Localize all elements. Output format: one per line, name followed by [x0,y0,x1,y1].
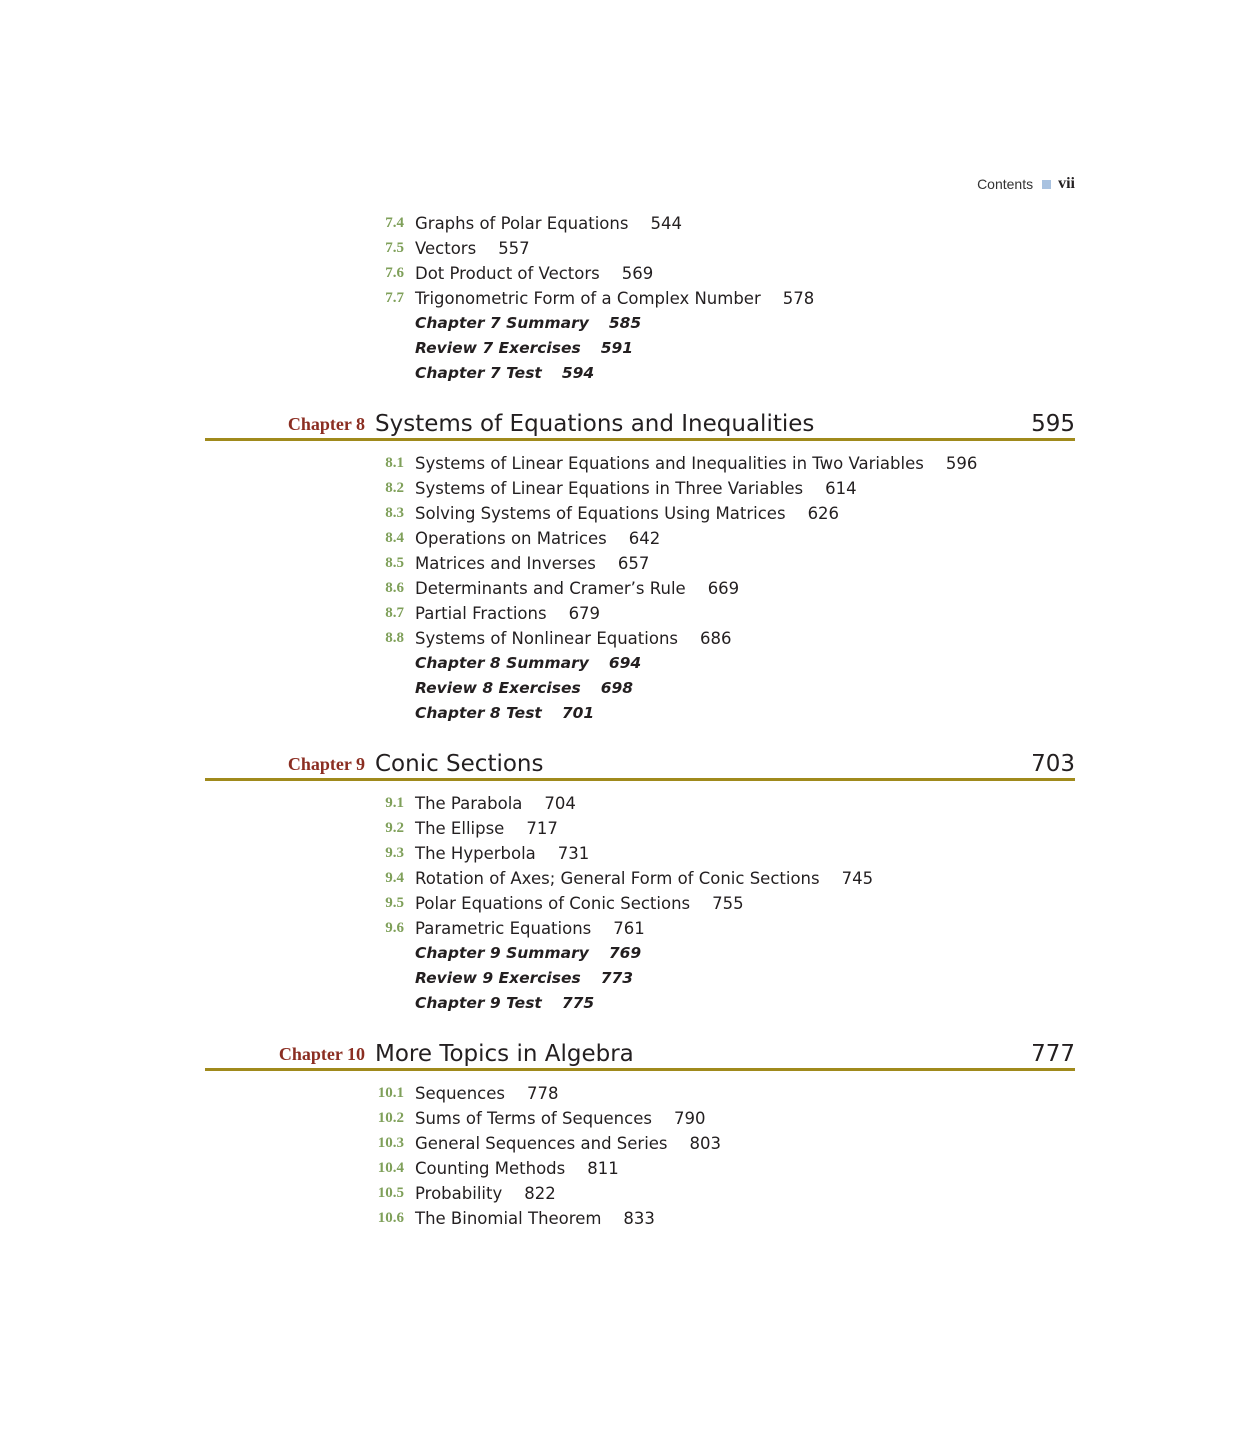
extra-page: 585 [608,314,642,332]
extra-title: Chapter 7 Test 594 [415,364,595,382]
section-page: 569 [621,264,654,283]
toc-block-chapter-9 [0,791,1250,1016]
section-title: The Ellipse 717 [415,819,558,838]
section-number: 10.5 [377,1185,404,1201]
chapter-page: 777 [1031,1041,1075,1067]
section-title: Rotation of Axes; General Form of Conic Sections 745 [415,869,874,888]
section-page: 811 [587,1159,619,1178]
toc-entry[interactable] [0,451,1250,476]
chapter-heading-10[interactable] [205,1028,1075,1071]
section-page: 679 [568,604,601,623]
section-title: Solving Systems of Equations Using Matrices 626 [415,504,840,523]
toc-entry[interactable] [0,211,1250,236]
section-page: 626 [807,504,840,523]
toc-extra-entry[interactable] [0,311,1250,336]
extra-title: Review 8 Exercises 698 [415,679,634,697]
extra-title: Chapter 8 Summary 694 [415,654,642,672]
chapter-heading-8[interactable] [205,398,1075,441]
section-number: 9.1 [385,795,404,811]
chapter-title: Systems of Equations and Inequalities [375,411,815,437]
section-title: General Sequences and Series 803 [415,1134,722,1153]
chapter-title: Conic Sections [375,751,544,777]
toc-entry[interactable] [0,866,1250,891]
section-page: 669 [707,579,740,598]
extra-page: 773 [600,969,634,987]
toc-entry[interactable] [0,891,1250,916]
chapter-label: Chapter 10 [278,1044,365,1064]
section-page: 755 [712,894,744,913]
chapter-label: Chapter 8 [287,414,365,434]
extra-page: 698 [600,679,634,697]
extra-page: 775 [561,994,595,1012]
toc-entry[interactable] [0,236,1250,261]
section-title: Determinants and Cramer’s Rule 669 [415,579,740,598]
section-page: 822 [524,1184,556,1203]
extra-title: Chapter 8 Test 701 [415,704,595,722]
section-page: 745 [841,869,874,888]
extra-page: 694 [608,654,642,672]
section-number: 8.7 [385,605,404,621]
section-number: 9.2 [385,820,404,836]
section-page: 833 [623,1209,655,1228]
toc-block-chapter-8 [0,451,1250,726]
section-title: Counting Methods 811 [415,1159,619,1178]
section-number: 7.7 [385,290,404,306]
toc-block-chapter-7 [0,211,1250,386]
section-number: 10.3 [377,1135,404,1151]
toc-entry[interactable] [0,1156,1250,1181]
toc-entry[interactable] [0,1106,1250,1131]
section-title: The Binomial Theorem 833 [415,1209,655,1228]
section-number: 9.5 [385,895,404,911]
section-title: Parametric Equations 761 [415,919,645,938]
section-number: 8.6 [385,580,404,596]
toc-entry[interactable] [0,1206,1250,1231]
toc-extra-entry[interactable] [0,701,1250,726]
section-title: Probability 822 [415,1184,556,1203]
section-number: 10.6 [377,1210,404,1226]
toc-entry[interactable] [0,1181,1250,1206]
chapter-page: 703 [1031,751,1075,777]
section-number: 8.4 [385,530,404,546]
chapter-page: 595 [1031,411,1075,437]
section-number: 10.1 [377,1085,404,1101]
extra-title: Review 7 Exercises 591 [415,339,634,357]
section-page: 803 [689,1134,722,1153]
section-page: 557 [498,239,530,258]
toc-entry[interactable] [0,816,1250,841]
section-number: 8.8 [385,630,404,646]
section-number: 8.1 [385,455,404,471]
toc-extra-entry[interactable] [0,336,1250,361]
toc-entry[interactable] [0,1081,1250,1106]
section-number: 7.4 [385,215,404,231]
section-page: 657 [617,554,650,573]
section-title: Matrices and Inverses 657 [415,554,650,573]
section-page: 761 [613,919,645,938]
section-title: The Parabola 704 [415,794,576,813]
section-number: 10.2 [377,1110,404,1126]
toc-block-chapter-10 [0,1081,1250,1231]
section-number: 9.3 [385,845,404,861]
section-title: Systems of Nonlinear Equations 686 [415,629,732,648]
section-number: 8.3 [385,505,404,521]
running-head-section: Contents [977,176,1034,192]
section-title: Sums of Terms of Sequences 790 [415,1109,706,1128]
section-page: 731 [557,844,590,863]
section-number: 10.4 [377,1160,404,1176]
section-page: 778 [527,1084,559,1103]
section-number: 7.5 [385,240,404,256]
chapter-title: More Topics in Algebra [375,1041,634,1067]
section-number: 7.6 [385,265,404,281]
section-page: 717 [526,819,558,838]
toc-extra-entry[interactable] [0,676,1250,701]
toc-entry[interactable] [0,526,1250,551]
section-page: 704 [544,794,576,813]
section-title: Graphs of Polar Equations 544 [415,214,682,233]
section-title: Operations on Matrices 642 [415,529,661,548]
section-page: 790 [673,1109,706,1128]
section-title: Vectors 557 [415,239,530,258]
chapter-label: Chapter 9 [287,754,365,774]
toc-extra-entry[interactable] [0,991,1250,1016]
toc-entry[interactable] [0,501,1250,526]
extra-title: Chapter 9 Test 775 [415,994,595,1012]
section-page: 544 [650,214,682,233]
toc-entry[interactable] [0,1131,1250,1156]
section-number: 9.6 [385,920,404,936]
section-page: 596 [945,454,978,473]
toc-extra-entry[interactable] [0,941,1250,966]
section-number: 9.4 [385,870,404,886]
section-title: Sequences 778 [415,1084,559,1103]
toc-extra-entry[interactable] [0,651,1250,676]
running-head [977,174,1075,194]
section-page: 686 [700,629,732,648]
extra-title: Chapter 9 Summary 769 [415,944,642,962]
toc-entry[interactable] [0,601,1250,626]
toc-entry[interactable] [0,576,1250,601]
square-bullet-icon [1042,180,1051,189]
section-title: Systems of Linear Equations and Inequalities in Two Variables 596 [415,454,978,473]
section-title: Trigonometric Form of a Complex Number 578 [415,289,815,308]
extra-page: 769 [608,944,642,962]
page-folio: vii [1058,175,1075,192]
toc-entry[interactable] [0,286,1250,311]
chapter-heading-9[interactable] [205,738,1075,781]
section-title: Dot Product of Vectors 569 [415,264,654,283]
toc-entry[interactable] [0,261,1250,286]
extra-title: Chapter 7 Summary 585 [415,314,642,332]
toc-extra-entry[interactable] [0,966,1250,991]
section-title: Polar Equations of Conic Sections 755 [415,894,744,913]
section-page: 614 [825,479,857,498]
toc-entry[interactable] [0,626,1250,651]
toc-entry[interactable] [0,791,1250,816]
section-page: 642 [628,529,661,548]
extra-page: 701 [561,704,595,722]
toc-entry[interactable] [0,551,1250,576]
extra-title: Review 9 Exercises 773 [415,969,634,987]
section-title: Partial Fractions 679 [415,604,601,623]
extra-page: 594 [561,364,595,382]
section-title: Systems of Linear Equations in Three Variables 614 [415,479,857,498]
toc-entry[interactable] [0,476,1250,501]
section-number: 8.2 [385,480,404,496]
section-page: 578 [782,289,815,308]
section-title: The Hyperbola 731 [415,844,590,863]
toc-extra-entry[interactable] [0,361,1250,386]
section-number: 8.5 [385,555,404,571]
toc-entry[interactable] [0,841,1250,866]
toc-entry[interactable] [0,916,1250,941]
extra-page: 591 [600,339,634,357]
